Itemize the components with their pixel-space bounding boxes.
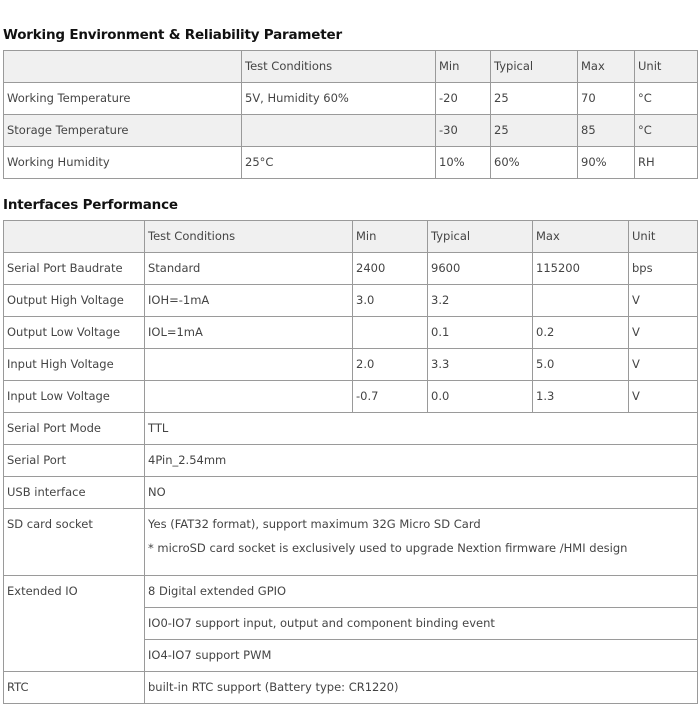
header-cell: Max bbox=[533, 221, 629, 253]
parameter-name: Input High Voltage bbox=[4, 349, 145, 381]
min-value: -0.7 bbox=[353, 381, 428, 413]
environment-table bbox=[3, 50, 698, 179]
unit: °C bbox=[635, 83, 698, 115]
parameter-name: Working Temperature bbox=[4, 83, 242, 115]
header-cell bbox=[4, 221, 145, 253]
unit: V bbox=[629, 285, 698, 317]
typical-value: 3.2 bbox=[428, 285, 533, 317]
max-value: 85 bbox=[578, 115, 635, 147]
parameter-value: built-in RTC support (Battery type: CR1220) bbox=[145, 672, 698, 704]
min-value: 2.0 bbox=[353, 349, 428, 381]
min-value: -20 bbox=[436, 83, 491, 115]
min-value: 2400 bbox=[353, 253, 428, 285]
max-value: 70 bbox=[578, 83, 635, 115]
parameter-name: RTC bbox=[4, 672, 145, 704]
test-conditions: IOH=-1mA bbox=[145, 285, 353, 317]
parameter-name: Extended IO bbox=[4, 576, 145, 672]
test-conditions bbox=[242, 115, 436, 147]
min-value bbox=[353, 317, 428, 349]
parameter-name: Serial Port bbox=[4, 445, 145, 477]
sd-card-description bbox=[145, 509, 698, 576]
table-row bbox=[4, 477, 698, 509]
interfaces-table bbox=[3, 220, 698, 704]
header-cell: Test Conditions bbox=[145, 221, 353, 253]
test-conditions: IOL=1mA bbox=[145, 317, 353, 349]
unit: V bbox=[629, 381, 698, 413]
header-cell: Unit bbox=[629, 221, 698, 253]
typical-value: 25 bbox=[491, 115, 578, 147]
table-row bbox=[4, 349, 698, 381]
parameter-name: Input Low Voltage bbox=[4, 381, 145, 413]
parameter-name: Storage Temperature bbox=[4, 115, 242, 147]
parameter-value: NO bbox=[145, 477, 698, 509]
table-header-row bbox=[4, 221, 698, 253]
typical-value: 25 bbox=[491, 83, 578, 115]
max-value bbox=[533, 285, 629, 317]
min-value: -30 bbox=[436, 115, 491, 147]
interfaces-section-title: Interfaces Performance bbox=[3, 197, 178, 213]
table-row bbox=[4, 381, 698, 413]
table-row bbox=[4, 115, 698, 147]
header-cell: Test Conditions bbox=[242, 51, 436, 83]
unit: V bbox=[629, 317, 698, 349]
header-cell: Unit bbox=[635, 51, 698, 83]
max-value: 115200 bbox=[533, 253, 629, 285]
parameter-value: 4Pin_2.54mm bbox=[145, 445, 698, 477]
sd-card-note: * microSD card socket is exclusively used to upgrade Nextion firmware /HMI design bbox=[148, 541, 628, 555]
test-conditions: Standard bbox=[145, 253, 353, 285]
max-value: 1.3 bbox=[533, 381, 629, 413]
table-row bbox=[4, 147, 698, 179]
unit: bps bbox=[629, 253, 698, 285]
min-value: 3.0 bbox=[353, 285, 428, 317]
max-value: 5.0 bbox=[533, 349, 629, 381]
table-row bbox=[4, 413, 698, 445]
parameter-name: Working Humidity bbox=[4, 147, 242, 179]
test-conditions: 25°C bbox=[242, 147, 436, 179]
parameter-name: Output Low Voltage bbox=[4, 317, 145, 349]
test-conditions: 5V, Humidity 60% bbox=[242, 83, 436, 115]
table-header-row bbox=[4, 51, 698, 83]
test-conditions bbox=[145, 349, 353, 381]
max-value: 90% bbox=[578, 147, 635, 179]
header-cell: Typical bbox=[491, 51, 578, 83]
extended-io-line: IO4-IO7 support PWM bbox=[145, 640, 698, 672]
table-row bbox=[4, 317, 698, 349]
test-conditions bbox=[145, 381, 353, 413]
table-row bbox=[4, 576, 698, 608]
parameter-name: Serial Port Mode bbox=[4, 413, 145, 445]
table-row bbox=[4, 285, 698, 317]
parameter-name: Serial Port Baudrate bbox=[4, 253, 145, 285]
typical-value: 9600 bbox=[428, 253, 533, 285]
table-row bbox=[4, 253, 698, 285]
parameter-name: USB interface bbox=[4, 477, 145, 509]
unit: °C bbox=[635, 115, 698, 147]
sd-card-line: Yes (FAT32 format), support maximum 32G Micro SD Card bbox=[148, 517, 481, 531]
header-cell: Typical bbox=[428, 221, 533, 253]
unit: RH bbox=[635, 147, 698, 179]
header-cell bbox=[4, 51, 242, 83]
parameter-name: Output High Voltage bbox=[4, 285, 145, 317]
typical-value: 0.1 bbox=[428, 317, 533, 349]
parameter-value: TTL bbox=[145, 413, 698, 445]
table-row bbox=[4, 445, 698, 477]
header-cell: Min bbox=[436, 51, 491, 83]
extended-io-line: 8 Digital extended GPIO bbox=[145, 576, 698, 608]
typical-value: 60% bbox=[491, 147, 578, 179]
typical-value: 3.3 bbox=[428, 349, 533, 381]
table-row bbox=[4, 509, 698, 576]
max-value: 0.2 bbox=[533, 317, 629, 349]
min-value: 10% bbox=[436, 147, 491, 179]
table-row bbox=[4, 83, 698, 115]
table-row bbox=[4, 672, 698, 704]
typical-value: 0.0 bbox=[428, 381, 533, 413]
environment-section-title: Working Environment & Reliability Parameter bbox=[3, 27, 342, 43]
header-cell: Min bbox=[353, 221, 428, 253]
unit: V bbox=[629, 349, 698, 381]
header-cell: Max bbox=[578, 51, 635, 83]
parameter-name: SD card socket bbox=[4, 509, 145, 576]
extended-io-line: IO0-IO7 support input, output and component binding event bbox=[145, 608, 698, 640]
